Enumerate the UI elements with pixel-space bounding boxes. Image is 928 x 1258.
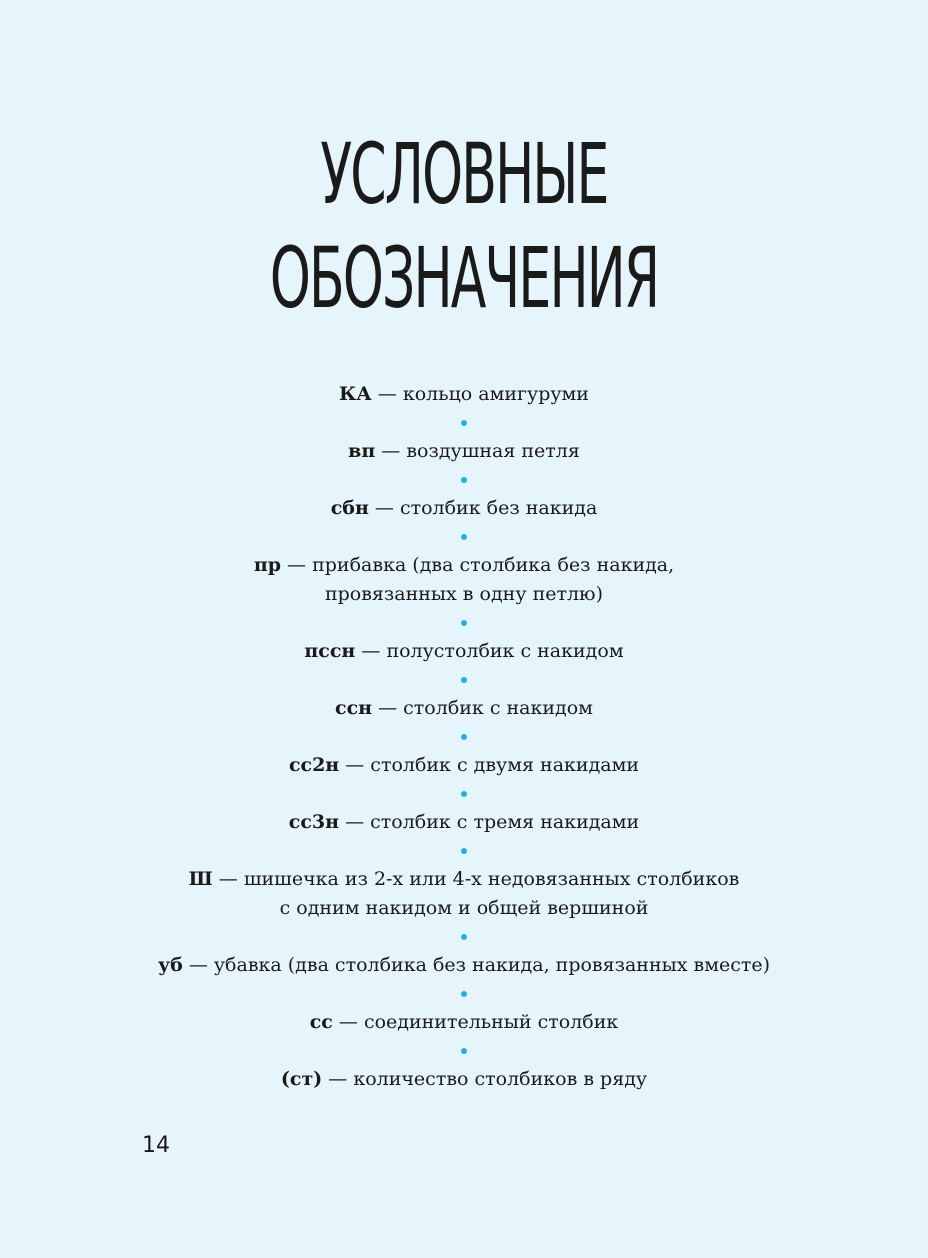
- bullet-dot-icon: [461, 677, 467, 683]
- legend-abbreviation: сбн: [330, 497, 369, 519]
- legend-description: убавка (два столбика без накида, провязанных вместе): [213, 954, 771, 976]
- legend-dash: —: [368, 497, 400, 519]
- legend-abbreviation: ссн: [335, 697, 373, 719]
- legend-description: шишечка из 2-х или 4-х недовязанных столбиков: [243, 868, 740, 890]
- bullet-dot-icon: [461, 477, 467, 483]
- legend-entry: [0, 808, 928, 837]
- bullet-separator: [0, 780, 928, 808]
- legend-dash: —: [182, 954, 214, 976]
- legend-dash: —: [355, 640, 387, 662]
- legend-entry-line: [0, 551, 928, 580]
- legend-description: полустолбик с накидом: [386, 640, 624, 662]
- legend-description: столбик с тремя накидами: [370, 811, 640, 833]
- legend-description: прибавка (два столбика без накида,: [312, 554, 675, 576]
- bullet-dot-icon: [461, 734, 467, 740]
- legend-entry-line: [0, 380, 928, 409]
- legend-entry-line: [0, 437, 928, 466]
- legend-abbreviation: уб: [157, 954, 183, 976]
- legend-abbreviation: сс: [309, 1011, 333, 1033]
- bullet-dot-icon: [461, 420, 467, 426]
- legend-entry-line: [0, 951, 928, 980]
- legend-description: воздушная петля: [406, 440, 580, 462]
- legend-description: столбик с двумя накидами: [370, 754, 640, 776]
- legend-entry-line: [0, 808, 928, 837]
- bullet-dot-icon: [461, 991, 467, 997]
- legend-abbreviation: вп: [348, 440, 376, 462]
- legend-description: с одним накидом и общей вершиной: [279, 897, 649, 919]
- legend-dash: —: [281, 554, 313, 576]
- bullet-dot-icon: [461, 534, 467, 540]
- legend-dash: —: [339, 754, 371, 776]
- legend-dash: —: [332, 1011, 364, 1033]
- legend-entry-line: [0, 751, 928, 780]
- legend-dash: —: [322, 1068, 354, 1090]
- bullet-separator: [0, 609, 928, 637]
- legend-entry: [0, 694, 928, 723]
- bullet-dot-icon: [461, 1048, 467, 1054]
- bullet-separator: [0, 409, 928, 437]
- legend-entry-line: [0, 865, 928, 894]
- legend-entry-line: [0, 637, 928, 666]
- legend-dash: —: [375, 440, 407, 462]
- legend-abbreviation: сс2н: [288, 754, 340, 776]
- legend-description: столбик с накидом: [403, 697, 593, 719]
- legend-entry-line: [0, 1065, 928, 1094]
- bullet-separator: [0, 980, 928, 1008]
- legend-entry: [0, 637, 928, 666]
- bullet-dot-icon: [461, 848, 467, 854]
- legend-description: кольцо амигуруми: [402, 383, 589, 405]
- bullet-separator: [0, 723, 928, 751]
- page-title-line-2: ОБОЗНАЧЕНИЯ: [269, 229, 659, 327]
- legend-entry-line: [0, 894, 928, 923]
- legend-entry-line: [0, 580, 928, 609]
- bullet-separator: [0, 666, 928, 694]
- bullet-separator: [0, 1037, 928, 1065]
- legend-dash: —: [339, 811, 371, 833]
- legend-entry: [0, 951, 928, 980]
- page-title-line-1: УСЛОВНЫЕ: [320, 125, 608, 223]
- legend-entry: [0, 865, 928, 923]
- legend-abbreviation: пр: [253, 554, 282, 576]
- legend-abbreviation: пссн: [304, 640, 356, 662]
- bullet-separator: [0, 466, 928, 494]
- legend-dash: —: [371, 383, 403, 405]
- legend-description: провязанных в одну петлю): [324, 583, 604, 605]
- legend-entry-line: [0, 494, 928, 523]
- bullet-separator: [0, 837, 928, 865]
- legend-abbreviation: (ст): [280, 1068, 323, 1090]
- legend-entry: [0, 437, 928, 466]
- legend-abbreviation: КА: [339, 383, 372, 405]
- bullet-separator: [0, 923, 928, 951]
- legend-dash: —: [372, 697, 404, 719]
- legend-entry: [0, 380, 928, 409]
- bullet-dot-icon: [461, 791, 467, 797]
- legend-abbreviation: Ш: [188, 868, 213, 890]
- legend-entry: [0, 1065, 928, 1094]
- legend-entry-line: [0, 1008, 928, 1037]
- legend-dash: —: [212, 868, 244, 890]
- bullet-dot-icon: [461, 620, 467, 626]
- legend-entry: [0, 1008, 928, 1037]
- legend-entry: [0, 551, 928, 609]
- legend-description: соединительный столбик: [363, 1011, 619, 1033]
- legend-entry: [0, 751, 928, 780]
- page-number: 14: [142, 1133, 170, 1158]
- abbreviation-legend: [0, 380, 928, 1094]
- legend-abbreviation: сс3н: [288, 811, 340, 833]
- legend-description: количество столбиков в ряду: [353, 1068, 648, 1090]
- legend-description: столбик без накида: [399, 497, 598, 519]
- bullet-separator: [0, 523, 928, 551]
- legend-entry-line: [0, 694, 928, 723]
- bullet-dot-icon: [461, 934, 467, 940]
- legend-entry: [0, 494, 928, 523]
